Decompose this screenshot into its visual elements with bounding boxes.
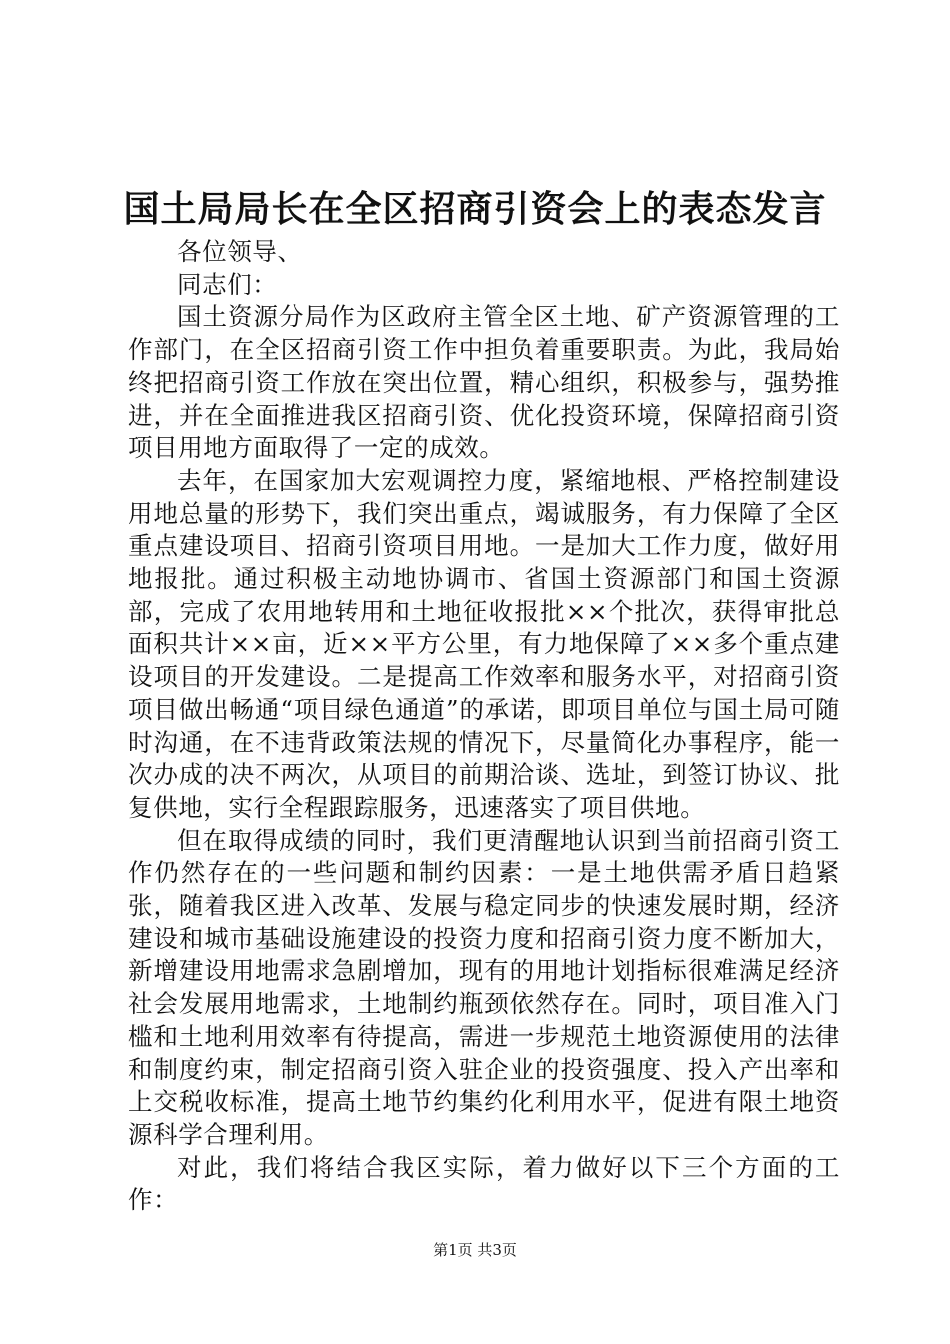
- salutation-leaders: 各位领导、: [177, 237, 303, 266]
- paragraph-intro: 国土资源分局作为区政府主管全区土地、矿产资源管理的工作部门，在全区招商引资工作中担负着重要职责。为此，我局始终把招商引资工作放在突出位置，精心组织，积极参与，强势推进，并在全面推进我区招商引资、优化投资环境，保障招商引资项目用地方面取得了一定的成效。: [128, 302, 840, 463]
- page-number-footer: 第1页 共3页: [433, 1241, 517, 1259]
- salutation-comrades: 同志们：: [177, 269, 278, 299]
- document-body: [128, 236, 840, 1217]
- paragraph-plan: 对此，我们将结合我区实际，着力做好以下三个方面的工作：: [128, 1152, 840, 1215]
- document-title: 国土局局长在全区招商引资会上的表态发言: [123, 188, 827, 230]
- paragraph-problems: 但在取得成绩的同时，我们更清醒地认识到当前招商引资工作仍然存在的一些问题和制约因素：一是土地供需矛盾日趋紧张，随着我区进入改革、发展与稳定同步的快速发展时期，经济建设和城市基础设施建设的投资力度和招商引资力度不断加大，新增建设用地需求急剧增加，现有的用地计划指标很难满足经济社会发展用地需求，土地制约瓶颈依然存在。同时，项目准入门槛和土地利用效率有待提高，需进一步规范土地资源使用的法律和制度约束，制定招商引资入驻企业的投资强度、投入产出率和上交税收标准，提高土地节约集约化利用水平，促进有限土地资源科学合理利用。: [128, 825, 840, 1149]
- paragraph-last-year: 去年，在国家加大宏观调控力度，紧缩地根、严格控制建设用地总量的形势下，我们突出重点，竭诚服务，有力保障了全区重点建设项目、招商引资项目用地。一是加大工作力度，做好用地报批。通过积极主动地协调市、省国土资源部门和国土资源部，完成了农用地转用和土地征收报批××个批次，获得审批总面积共计××亩，近××平方公里，有力地保障了××多个重点建设项目的开发建设。二是提高工作效率和服务水平，对招商引资项目做出畅通“项目绿色通道”的承诺，即项目单位与国土局可随时沟通，在不违背政策法规的情况下，尽量简化办事程序，能一次办成的决不两次，从项目的前期洽谈、选址，到签订协议、批复供地，实行全程跟踪服务，迅速落实了项目供地。: [128, 465, 840, 822]
